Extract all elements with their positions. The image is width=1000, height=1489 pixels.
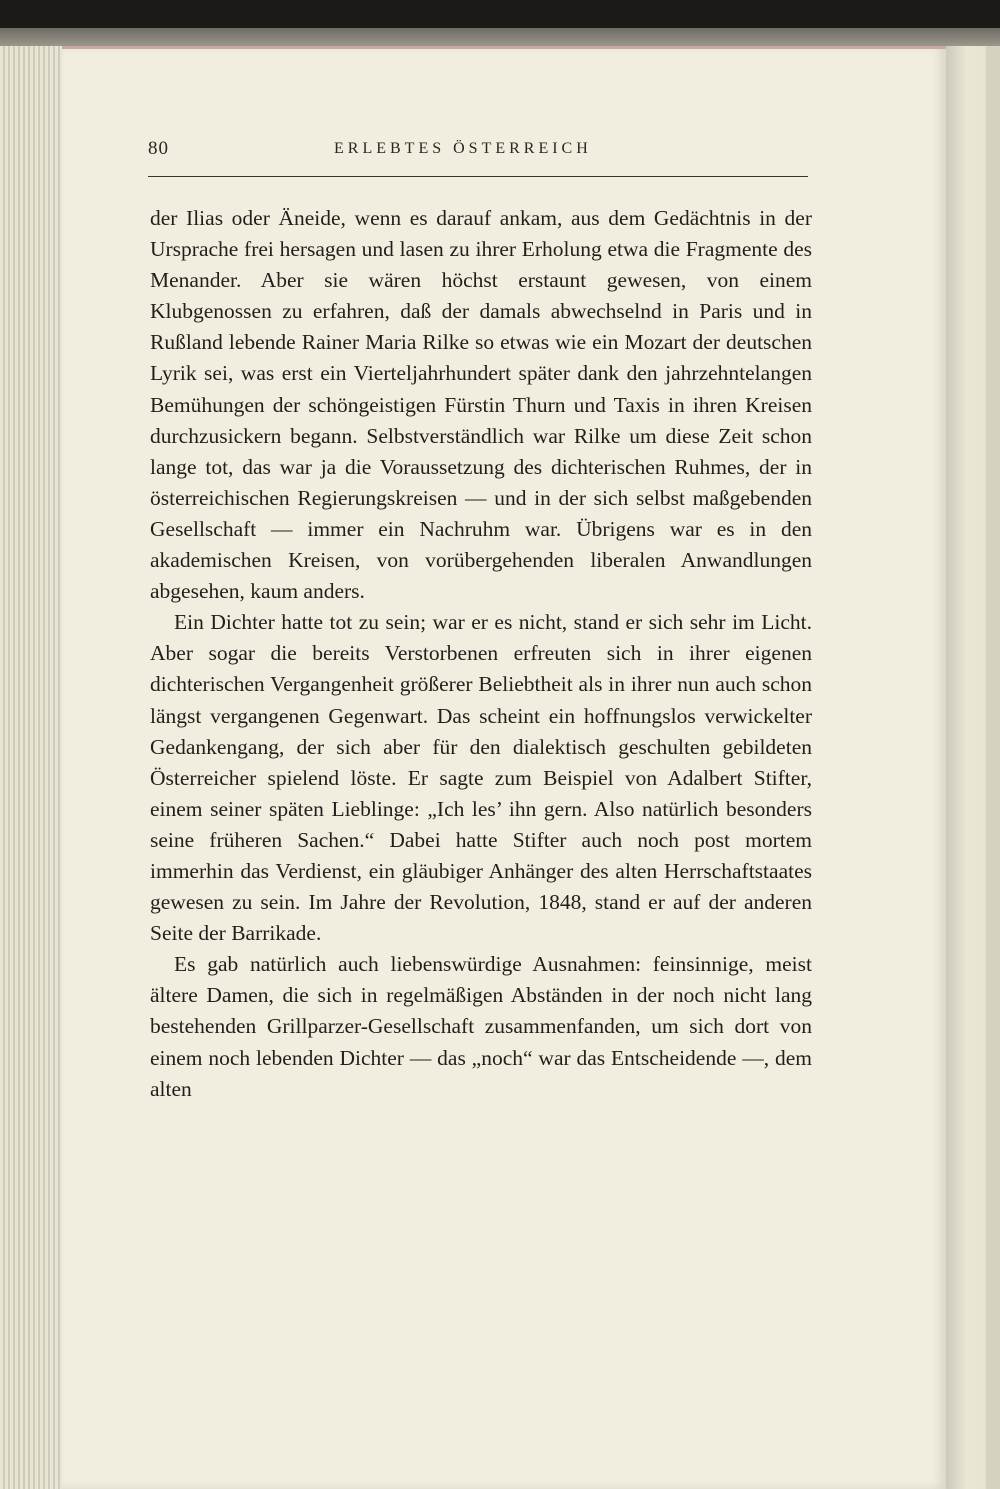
paragraph: Es gab natürlich auch liebenswürdige Ausnahmen: feinsinnige, meist ältere Damen, die sich in regelmäßigen Abständen in der noch nicht lang bestehenden Grillparzer-Gesellschaft zusammenfanden, um sich dort von einem noch lebenden Dichter — das „noch“ war das Entscheidende —, dem alten bbox=[150, 952, 812, 1101]
book-cover-edge bbox=[0, 28, 1000, 46]
page-top-edge bbox=[62, 46, 946, 49]
header-rule bbox=[148, 176, 808, 177]
page-stack-edges bbox=[0, 46, 63, 1489]
adjacent-page bbox=[946, 46, 1000, 1489]
body-text bbox=[150, 203, 812, 1105]
running-header bbox=[148, 138, 808, 178]
adjacent-page-edge bbox=[986, 46, 1000, 1489]
paragraph: Ein Dichter hatte tot zu sein; war er es nicht, stand er sich sehr im Licht. Aber sogar die bereits Verstorbenen erfreuten sich in ihrer eigenen dichterischen Vergangenheit größerer Beliebtheit als in ihrer nun auch schon längst vergangenen Gegenwart. Das scheint ein hoffnungslos verwickelter Gedankengang, der sich aber für den dialektisch geschulten gebildeten Österreicher spielend löste. Er sagte zum Beispiel von Adalbert Stifter, einem seiner späten Lieblinge: „Ich les’ ihn gern. Also natürlich besonders seine früheren Sachen.“ Dabei hatte Stifter auch noch post mortem immerhin das Verdienst, ein gläubiger Anhänger des alten Herrschaftstaates gewesen zu sein. Im Jahre der Revolution, 1848, stand er auf der anderen Seite der Barrikade. bbox=[150, 610, 812, 946]
running-title: ERLEBTES ÖSTERREICH bbox=[334, 140, 592, 157]
paragraph: der Ilias oder Äneide, wenn es darauf ankam, aus dem Gedächtnis in der Ursprache frei hersagen und lasen zu ihrer Erholung etwa die Fragmente des Menander. Aber sie wären höchst erstaunt gewesen, von einem Klubgenossen zu erfahren, daß der damals abwechselnd in Paris und in Rußland lebende Rainer Maria Rilke so etwas wie ein Mozart der deutschen Lyrik sei, was erst ein Vierteljahrhundert später dank den jahrzehntelangen Bemühungen der schöngeistigen Fürstin Thurn und Taxis in ihren Kreisen durchzusickern begann. Selbstverständlich war Rilke um diese Zeit schon lange tot, das war ja die Voraussetzung des dichterischen Ruhmes, der in österreichischen Regierungskreisen — und in der sich selbst maßgebenden Gesellschaft — immer ein Nachruhm war. Übrigens war es in den akademischen Kreisen, von vorübergehenden liberalen Anwandlungen abgesehen, kaum anders. bbox=[150, 206, 812, 604]
page-number: 80 bbox=[148, 138, 169, 159]
